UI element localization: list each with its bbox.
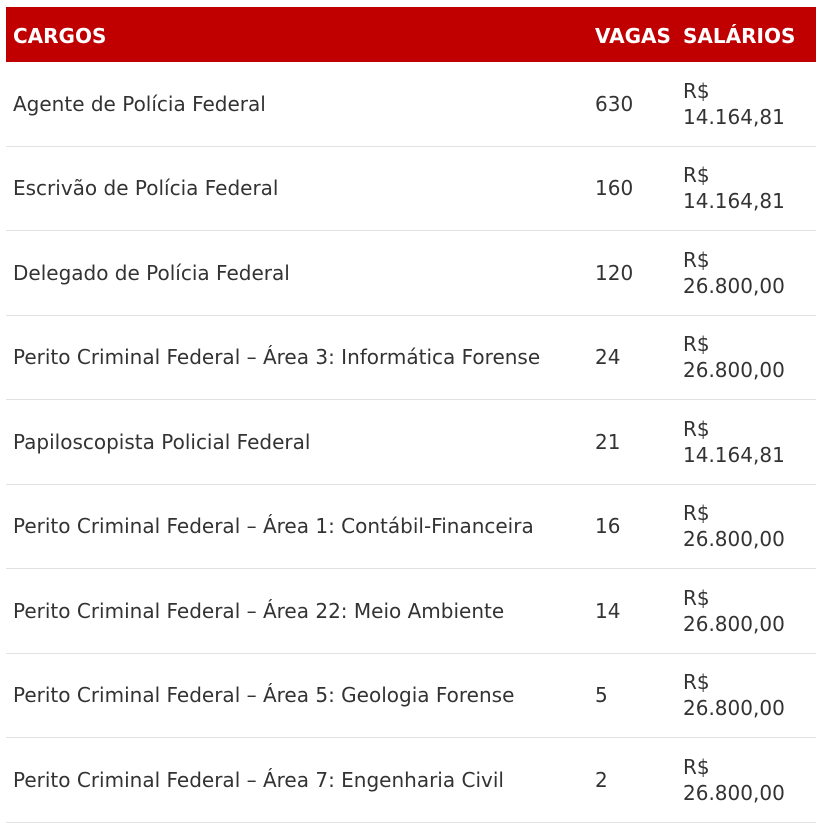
- cell-cargo: Perito Criminal Federal – Área 3: Informática Forense: [13, 345, 541, 370]
- cell-salario: [683, 669, 803, 721]
- cell-cargo: Escrivão de Polícia Federal: [13, 176, 279, 201]
- cell-vagas: 2: [595, 767, 608, 792]
- salario-value: 26.800,00: [683, 611, 785, 636]
- table-row: [6, 485, 816, 570]
- cell-salario: [683, 247, 803, 299]
- salario-value: 14.164,81: [683, 189, 785, 214]
- table-row: [6, 400, 816, 485]
- cell-vagas: 120: [595, 260, 634, 285]
- cell-vagas: 21: [595, 429, 621, 454]
- cell-salario: [683, 500, 803, 552]
- cell-vagas: 630: [595, 91, 634, 116]
- table-row: [6, 654, 816, 739]
- table-header: [6, 7, 816, 62]
- salario-prefix: R$: [683, 247, 710, 272]
- salario-prefix: R$: [683, 670, 710, 695]
- cell-salario: [683, 162, 803, 214]
- cell-cargo: Perito Criminal Federal – Área 5: Geologia Forense: [13, 683, 515, 708]
- table-row: [6, 62, 816, 147]
- cell-cargo: Perito Criminal Federal – Área 22: Meio Ambiente: [13, 598, 505, 623]
- salario-value: 26.800,00: [683, 527, 785, 552]
- table-row: [6, 569, 816, 654]
- salario-prefix: R$: [683, 78, 710, 103]
- table-row: [6, 147, 816, 232]
- header-vagas: VAGAS: [595, 24, 671, 48]
- salario-prefix: R$: [683, 754, 710, 779]
- cell-salario: [683, 331, 803, 383]
- cell-vagas: 160: [595, 176, 634, 201]
- salario-value: 26.800,00: [683, 358, 785, 383]
- header-cargos: CARGOS: [13, 24, 107, 48]
- salario-value: 26.800,00: [683, 273, 785, 298]
- cell-salario: [683, 585, 803, 637]
- salario-value: 14.164,81: [683, 104, 785, 129]
- salario-value: 26.800,00: [683, 696, 785, 721]
- salario-prefix: R$: [683, 585, 710, 610]
- salario-value: 26.800,00: [683, 780, 785, 805]
- cell-cargo: Delegado de Polícia Federal: [13, 260, 290, 285]
- table-row: [6, 316, 816, 401]
- cell-vagas: 5: [595, 683, 608, 708]
- salario-value: 14.164,81: [683, 442, 785, 467]
- cell-cargo: Perito Criminal Federal – Área 1: Contábil-Financeira: [13, 514, 534, 539]
- cell-cargo: Papiloscopista Policial Federal: [13, 429, 311, 454]
- cell-cargo: Perito Criminal Federal – Área 7: Engenharia Civil: [13, 767, 504, 792]
- table-row: [6, 231, 816, 316]
- salario-prefix: R$: [683, 332, 710, 357]
- salario-prefix: R$: [683, 501, 710, 526]
- header-salarios: SALÁRIOS: [683, 24, 796, 48]
- cargos-table: [6, 7, 816, 823]
- cell-vagas: 14: [595, 598, 621, 623]
- cell-salario: [683, 416, 803, 468]
- cell-salario: [683, 754, 803, 806]
- table-row: [6, 738, 816, 823]
- cell-vagas: 24: [595, 345, 621, 370]
- cell-cargo: Agente de Polícia Federal: [13, 91, 266, 116]
- salario-prefix: R$: [683, 416, 710, 441]
- cell-salario: [683, 78, 803, 130]
- cell-vagas: 16: [595, 514, 621, 539]
- salario-prefix: R$: [683, 163, 710, 188]
